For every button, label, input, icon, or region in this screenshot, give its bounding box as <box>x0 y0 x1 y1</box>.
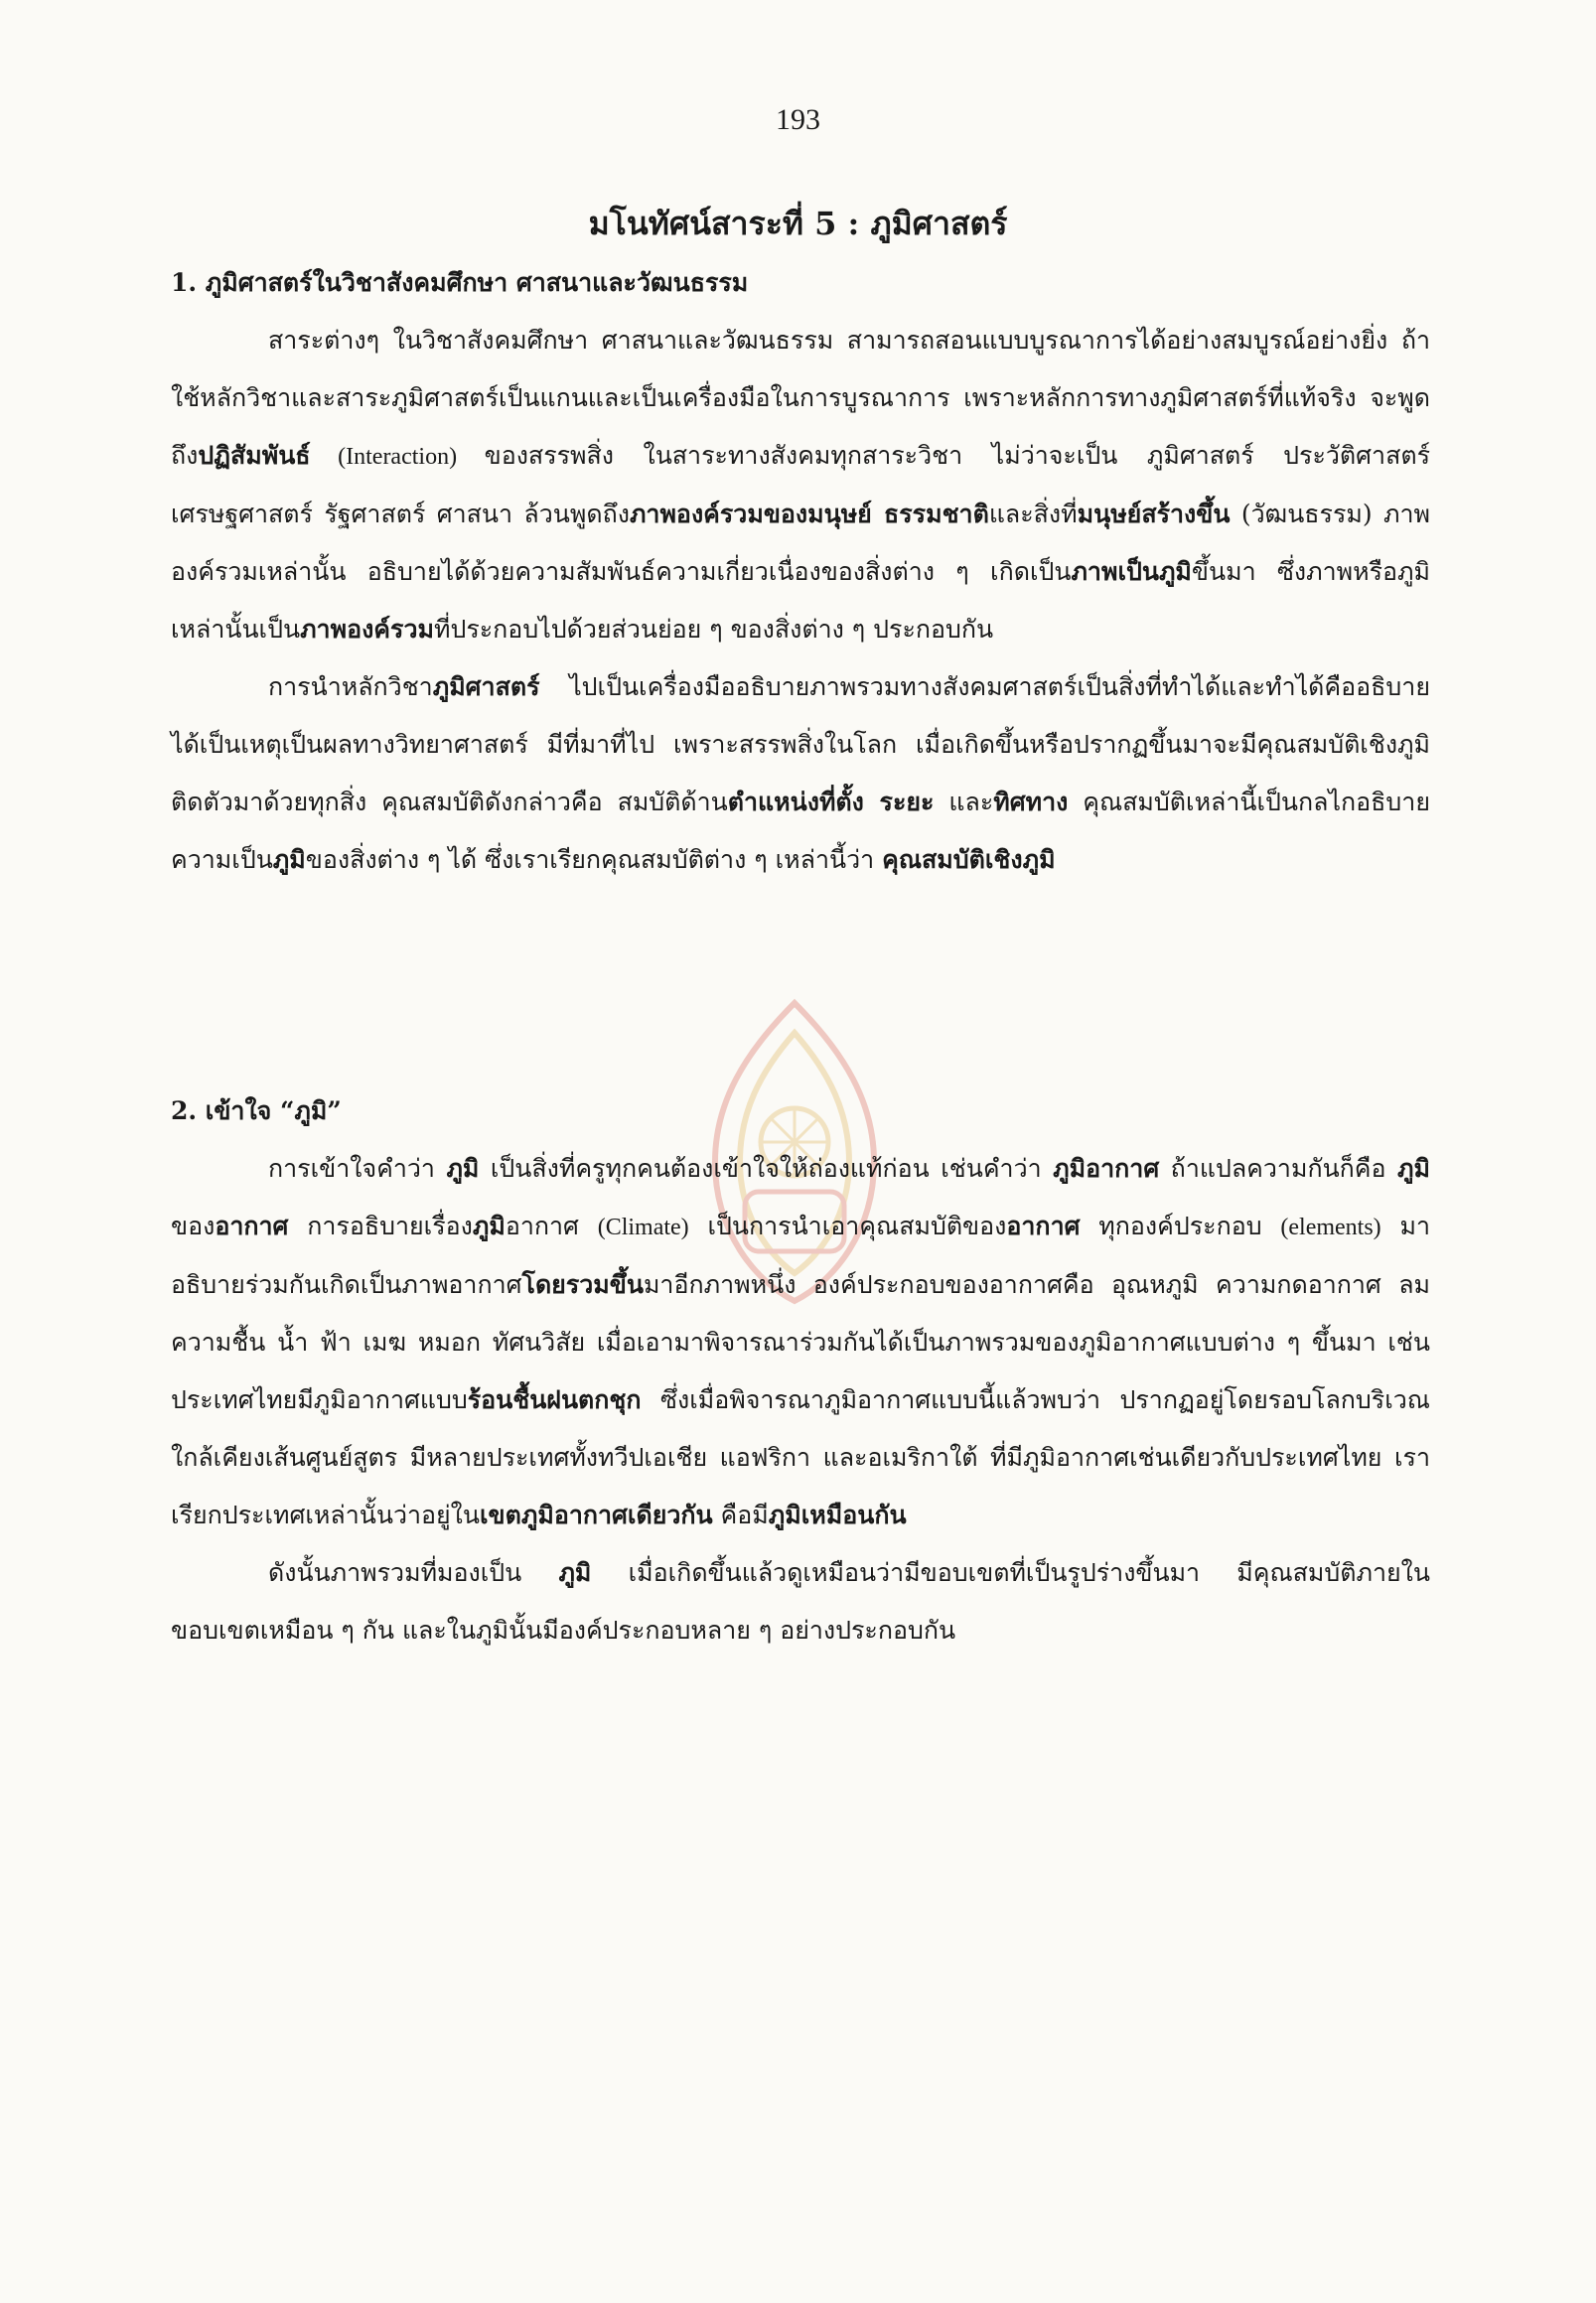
text: ซึ่งเมื่อพิจารณาภูมิอากาศแบบนี้แล้วพบว่า ปรากฏอยู่โดยรอบโลกบริเวณใกล้เคียงเส้นศูนย์สูตร มีหลายประเทศทั้งทวีปเอเชีย แอฟริกา และอเมริกาใต้ ที่มีภูมิอากาศเช่นเดียวกับประเทศไทย เราเรียกประเทศเหล่านั้นว่าอยู่ใน <box>171 1385 1430 1529</box>
latin-term: (Climate) <box>597 1215 689 1240</box>
page-number: 193 <box>776 103 820 136</box>
text: สาระต่างๆ ในวิชาสังคมศึกษา ศาสนาและวัฒนธรรม สามารถสอนแบบบูรณาการได้อย่างสมบูรณ์อย่างยิ่ง ถ้าใช้หลักวิชาและสาระภูมิศาสตร์เป็นแกนและเป็นเครื่องมือในการบูรณาการ เพราะหลักการทางภูมิศาสตร์ที่แท้จริง จะพูดถึง <box>171 326 1430 470</box>
text: การเข้าใจคำว่า <box>268 1154 447 1183</box>
bold-term: ภูมิ <box>272 845 306 874</box>
section-heading: 2. เข้าใจ “ภูมิ” <box>171 1096 342 1125</box>
text: ทุกองค์ประกอบ <box>1080 1212 1281 1240</box>
bold-term: ร้อนชื้นฝนตกชุก <box>467 1385 642 1414</box>
bold-term: โดยรวมขึ้น <box>521 1270 644 1299</box>
text: และสิ่งที่ <box>988 500 1078 528</box>
text: เป็นการนำเอาคุณสมบัติของ <box>688 1212 1007 1240</box>
latin-term: (elements) <box>1280 1215 1381 1240</box>
bold-term: ภูมิ <box>446 1154 480 1183</box>
bold-term: เขตภูมิอากาศเดียวกัน <box>479 1501 713 1529</box>
section-2 <box>171 1082 1430 1659</box>
bold-term: ภูมิ <box>472 1212 506 1240</box>
text: ของ <box>171 1212 216 1240</box>
text: เป็นสิ่งที่ครูทุกคนต้องเข้าใจให้ถ่องแท้ก่อน เช่นคำว่า <box>479 1154 1054 1183</box>
bold-term: อากาศ <box>215 1212 289 1240</box>
text: คือมี <box>712 1501 769 1529</box>
bold-term: ทิศทาง <box>993 788 1069 816</box>
bold-term: ภาพเป็นภูมิ <box>1071 557 1192 586</box>
paragraph <box>171 658 1430 889</box>
bold-term: ภูมิเหมือนกัน <box>768 1501 907 1529</box>
text: คุณสมบัติเหล่านี้เป็นกลไกอธิบายความเป็น <box>171 788 1430 874</box>
text: การนำหลักวิชา <box>268 672 433 701</box>
paragraph <box>171 1544 1430 1659</box>
bold-term: ภาพองค์รวมของมนุษย์ ธรรมชาติ <box>629 500 989 528</box>
text: (วัฒนธรรม) ภาพองค์รวมเหล่านั้น อธิบายได้ด้วยความสัมพันธ์ความเกี่ยวเนื่องของสิ่งต่าง ๆ เกิดเป็น <box>171 500 1431 586</box>
bold-term: คุณสมบัติเชิงภูมิ <box>882 845 1056 874</box>
section-1 <box>171 254 1430 889</box>
text: ของสรรพสิ่ง ในสาระทางสังคมทุกสาระวิชา ไม่ว่าจะเป็น ภูมิศาสตร์ ประวัติศาสตร์ เศรษฐศาสตร์ รัฐศาสตร์ ศาสนา ล้วนพูดถึง <box>171 441 1430 528</box>
page-title: มโนทัศน์สาระที่ 5 : ภูมิศาสตร์ <box>588 205 1008 242</box>
bold-term: ตำแหน่งที่ตั้ง ระยะ <box>727 788 935 816</box>
text: และ <box>934 788 994 816</box>
paragraph <box>171 1140 1430 1544</box>
bold-term: ภูมิ <box>1397 1154 1430 1183</box>
text: มาอธิบายร่วมกันเกิดเป็นภาพอากาศ <box>171 1212 1430 1299</box>
text: มาอีกภาพหนึ่ง องค์ประกอบของอากาศคือ อุณหภูมิ ความกดอากาศ ลม ความชื้น น้ำ ฟ้า เมฆ หมอก ทัศนวิสัย เมื่อเอามาพิจารณาร่วมกันได้เป็นภาพรวมของภูมิอากาศแบบต่าง ๆ ขึ้นมา เช่น ประเทศไทยมีภูมิอากาศแบบ <box>171 1270 1430 1414</box>
text: การอธิบายเรื่อง <box>288 1212 473 1240</box>
bold-term: ภูมิศาสตร์ <box>432 672 540 701</box>
text: อากาศ <box>505 1212 598 1240</box>
paragraph <box>171 312 1430 658</box>
latin-term: (Interaction) <box>310 444 485 470</box>
bold-term: มนุษย์สร้างขึ้น <box>1077 500 1231 528</box>
text: ถ้าแปลความกันก็คือ <box>1159 1154 1398 1183</box>
section-heading: 1. ภูมิศาสตร์ในวิชาสังคมศึกษา ศาสนาและวัฒนธรรม <box>171 268 749 297</box>
text: ขึ้นมา ซึ่งภาพหรือภูมิเหล่านั้นเป็น <box>171 557 1430 644</box>
text: ดังนั้นภาพรวมที่มองเป็น <box>268 1558 559 1587</box>
text: ที่ประกอบไปด้วยส่วนย่อย ๆ ของสิ่งต่าง ๆ ประกอบกัน <box>433 615 994 644</box>
bold-term: ภูมิอากาศ <box>1053 1154 1160 1183</box>
text: ไปเป็นเครื่องมืออธิบายภาพรวมทางสังคมศาสตร์เป็นสิ่งที่ทำได้และทำได้คืออธิบายได้เป็นเหตุเป็นผลทางวิทยาศาสตร์ มีที่มาที่ไป เพราะสรรพสิ่งในโลก เมื่อเกิดขึ้นหรือปรากฏขึ้นมาจะมีคุณสมบัติเชิงภูมิติดตัวมาด้วยทุกสิ่ง คุณสมบัติดังกล่าวคือ สมบัติด้าน <box>171 672 1430 816</box>
text: เมื่อเกิดขึ้นแล้วดูเหมือนว่ามีขอบเขตที่เป็นรูปร่างขึ้นมา มีคุณสมบัติภายในขอบเขตเหมือน ๆ กัน และในภูมินั้นมีองค์ประกอบหลาย ๆ อย่างประกอบกัน <box>171 1558 1430 1645</box>
bold-term: ภาพองค์รวม <box>300 615 434 644</box>
bold-term: ภูมิ <box>558 1558 592 1587</box>
bold-term: อากาศ <box>1006 1212 1081 1240</box>
text: ของสิ่งต่าง ๆ ได้ ซึ่งเราเรียกคุณสมบัติต่าง ๆ เหล่านี้ว่า <box>305 845 883 874</box>
bold-term: ปฏิสัมพันธ์ <box>198 441 311 470</box>
